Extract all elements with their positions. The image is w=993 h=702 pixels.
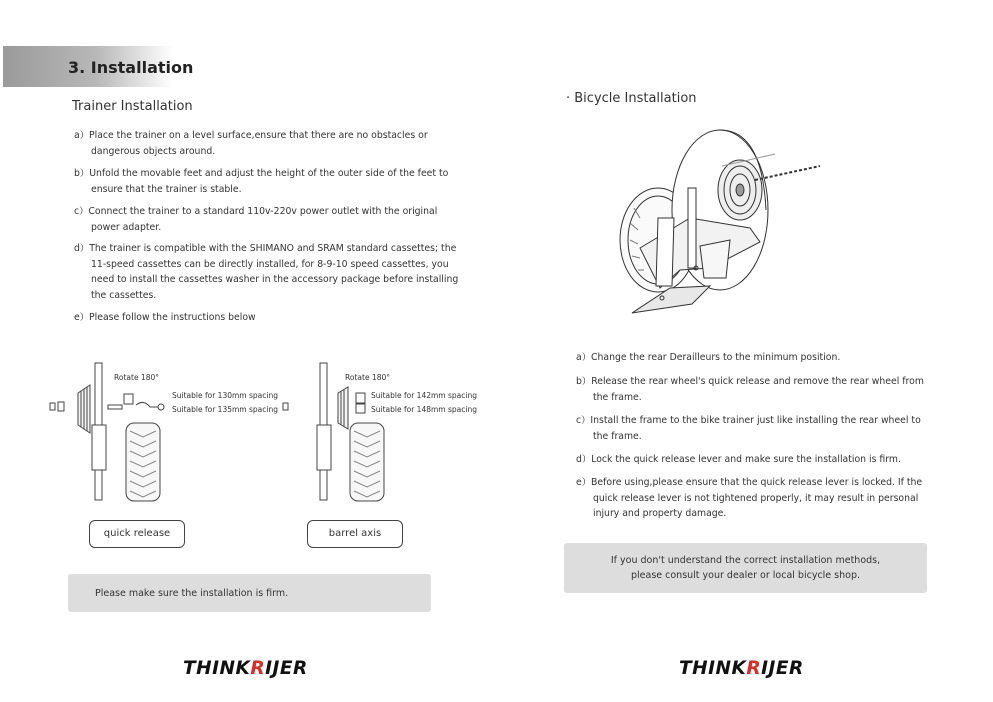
bicycle-trainer-illustration: [600, 118, 830, 333]
trainer-step-b: b）Unfold the movable feet and adjust the height of the outer side of the feet to ensure that the trainer is stable.: [74, 168, 449, 195]
section-title: 3. Installation: [68, 58, 194, 77]
bicycle-step-a: a）Change the rear Derailleurs to the minimum position.: [576, 352, 841, 363]
bicycle-step-b: b）Release the rear wheel's quick release and remove the rear wheel from the frame.: [576, 376, 924, 403]
brand-logo-right: THINKRIJER: [679, 658, 804, 679]
barrel-axis-spacing-142: Suitable for 142mm spacing: [371, 391, 477, 400]
note-consult-dealer: [564, 543, 927, 593]
barrel-axis-label: barrel axis: [307, 520, 403, 548]
note-consult-line-1: If you don't understand the correct installation methods,: [610, 555, 881, 566]
note-installation-firm: Please make sure the installation is firm.: [68, 574, 431, 612]
trainer-step-e: e）Please follow the instructions below: [74, 312, 256, 323]
barrel-axis-spacing-148: Suitable for 148mm spacing: [371, 405, 477, 414]
quick-release-spacing-135: Suitable for 135mm spacing: [172, 405, 278, 414]
trainer-step-a: a）Place the trainer on a level surface,ensure that there are no obstacles or dangerous objects around.: [74, 130, 428, 157]
trainer-step-c: c）Connect the trainer to a standard 110v-220v power outlet with the original power adapter.: [74, 206, 438, 233]
trainer-installation-heading: Trainer Installation: [72, 99, 193, 114]
quick-release-rotate-label: Rotate 180°: [114, 373, 160, 382]
brand-logo-left: THINKRIJER: [183, 658, 308, 679]
quick-release-spacing-130: Suitable for 130mm spacing: [172, 391, 278, 400]
trainer-step-d: d）The trainer is compatible with the SHIMANO and SRAM standard cassettes; the 11-speed cassettes can be directly installed, for 8-9-10 speed cassettes, you need to install the cassettes washer in the accessory package before installing the cassettes.: [74, 243, 459, 301]
barrel-axis-rotate-label: Rotate 180°: [345, 373, 391, 382]
bicycle-step-d: d）Lock the quick release lever and make sure the installation is firm.: [576, 454, 901, 465]
barrel-axis-washer-icon: [282, 402, 290, 412]
quick-release-label: quick release: [89, 520, 185, 548]
bicycle-step-c: c）Install the frame to the bike trainer just like installing the rear wheel to the frame.: [576, 415, 921, 442]
bicycle-step-e: e）Before using,please ensure that the quick release lever is locked. If the quick release lever is not tightened properly, it may result in personal injury and property damage.: [576, 477, 923, 519]
quick-release-diagram: [40, 355, 290, 515]
note-consult-line-2: please consult your dealer or local bicycle shop.: [630, 570, 861, 581]
bicycle-installation-heading: · Bicycle Installation: [566, 91, 697, 106]
